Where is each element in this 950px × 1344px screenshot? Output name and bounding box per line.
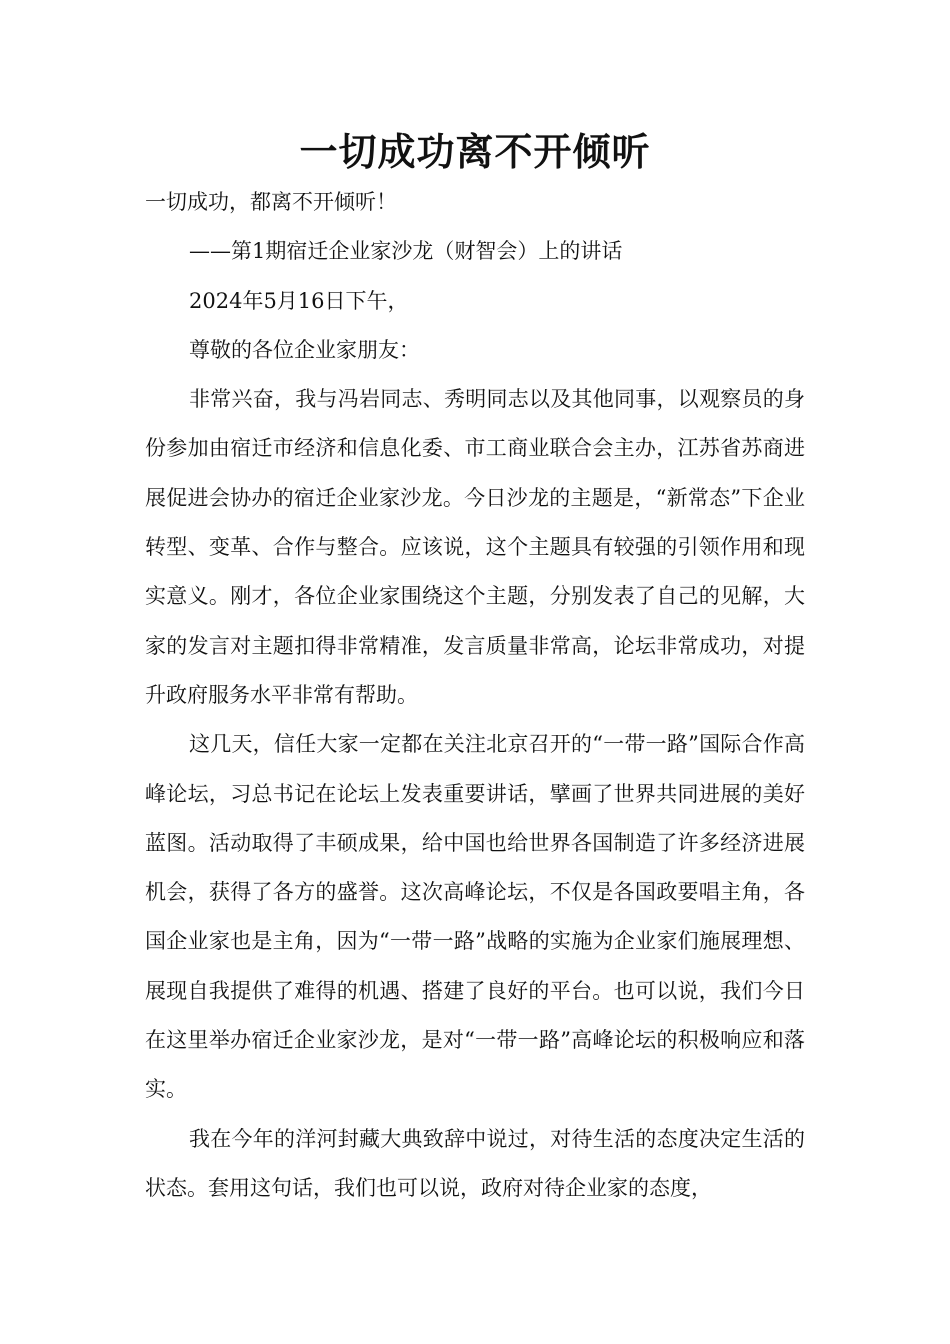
paragraph-body-3: 我在今年的洋河封藏大典致辞中说过，对待生活的态度决定生活的状态。套用这句话，我们也可以说，政府对待企业家的态度， xyxy=(145,1126,805,1200)
paragraph-body-1: 非常兴奋，我与冯岩同志、秀明同志以及其他同事，以观察员的身份参加由宿迁市经济和信息化委、市工商业联合会主办，江苏省苏商进展促进会协办的宿迁企业家沙龙。今日沙龙的主题是，“新常态”下企业转型、变革、合作与整合。应该说，这个主题具有较强的引领作用和现实意义。刚才，各位企业家围绕这个主题，分别发表了自己的见解，大家的发言对主题扣得非常精准，发言质量非常高，论坛非常成功，对提升政府服务水平非常有帮助。 xyxy=(145,387,805,707)
document-title: 一切成功离不开倾听 xyxy=(299,130,651,174)
paragraph-salutation: 尊敬的各位企业家朋友： xyxy=(189,337,420,362)
document-body xyxy=(145,178,805,1213)
paragraph-body-2: 这几天，信任大家一定都在关注北京召开的“一带一路”国际合作高峰论坛，习总书记在论坛上发表重要讲话，擘画了世界共同进展的美好蓝图。活动取得了丰硕成果，给中国也给世界各国制造了许多经济进展机会，获得了各方的盛誉。这次高峰论坛，不仅是各国政要唱主角，各国企业家也是主角，因为“一带一路”战略的实施为企业家们施展理想、展现自我提供了难得的机遇、搭建了良好的平台。也可以说，我们今日在这里举办宿迁企业家沙龙，是对“一带一路”高峰论坛的积极响应和落实。 xyxy=(145,732,805,1102)
paragraph-date: 2024年5月16日下午， xyxy=(189,288,409,313)
paragraph-subtitle: ——第1期宿迁企业家沙龙（财智会）上的讲话 xyxy=(189,239,623,264)
paragraph-greeting-line: 一切成功，都离不开倾听！ xyxy=(145,190,397,214)
